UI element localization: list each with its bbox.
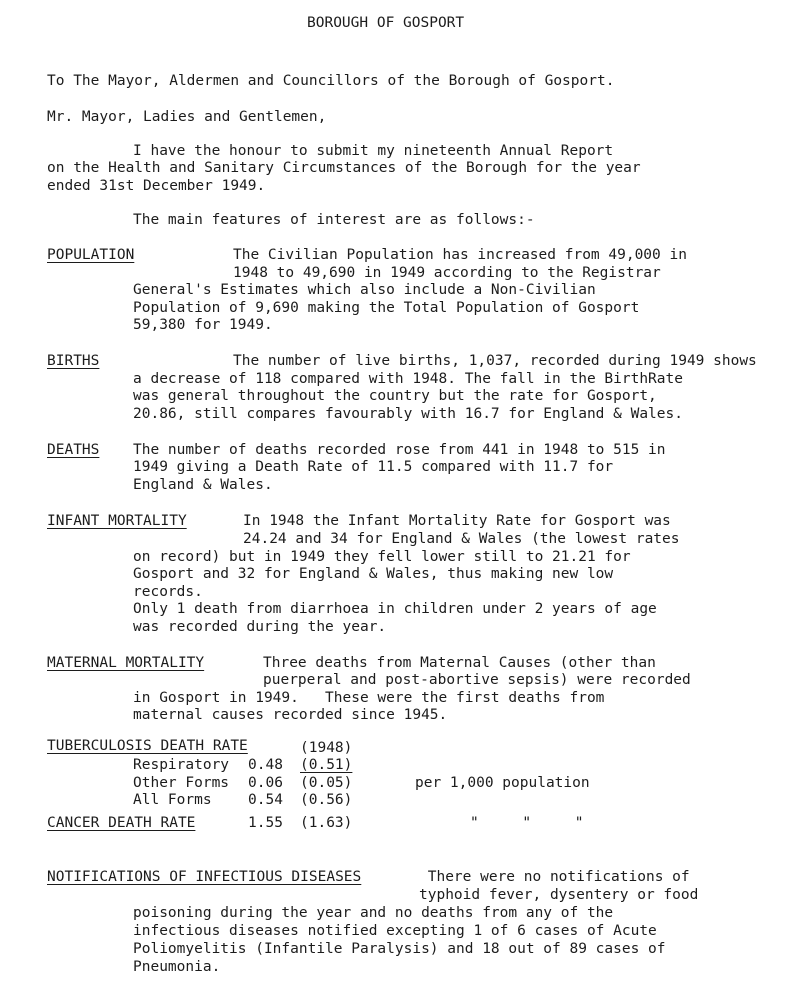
section-heading-tuberculosis: TUBERCULOSIS DEATH RATE — [47, 738, 248, 754]
births-line: a decrease of 118 compared with 1948. The fall in the BirthRate — [133, 371, 683, 387]
cancer-ditto: " " " — [470, 815, 584, 831]
page-title: BOROUGH OF GOSPORT — [307, 15, 465, 31]
births-line: The number of live births, 1,037, recorded during 1949 shows — [233, 353, 757, 369]
tb-row-prev: (0.05) — [300, 775, 353, 791]
section-heading-population: POPULATION — [47, 247, 135, 263]
section-heading-cancer: CANCER DEATH RATE — [47, 815, 196, 831]
deaths-line: The number of deaths recorded rose from 441 in 1948 to 515 in — [133, 442, 666, 458]
tb-row-value: 0.06 — [248, 775, 283, 791]
tb-row-value: 0.48 — [248, 757, 283, 773]
births-line: was general throughout the country but the rate for Gosport, — [133, 388, 657, 404]
maternal-mortality-line: in Gosport in 1949. These were the first deaths from — [133, 690, 605, 706]
infant-mortality-line: was recorded during the year. — [133, 619, 387, 635]
notifications-section — [47, 868, 787, 976]
tb-row-label: Other Forms — [133, 775, 230, 791]
infant-mortality-line: 24.24 and 34 for England & Wales (the lowest rates — [243, 531, 680, 547]
tb-unit-note: per 1,000 population — [415, 775, 590, 791]
intro-line: I have the honour to submit my nineteenth Annual Report — [133, 143, 614, 159]
infant-mortality-line: Gosport and 32 for England & Wales, thus making new low — [133, 566, 614, 582]
intro-line: ended 31st December 1949. — [47, 178, 266, 194]
section-heading-notifications: NOTIFICATIONS OF INFECTIOUS DISEASES — [47, 869, 362, 885]
cancer-value: 1.55 — [248, 815, 283, 831]
population-line: The Civilian Population has increased from 49,000 in — [233, 247, 687, 263]
section-heading-maternal-mortality: MATERNAL MORTALITY — [47, 655, 205, 671]
features-line: The main features of interest are as follows:- — [133, 212, 535, 228]
section-heading-births: BIRTHS — [47, 353, 100, 369]
population-line: 59,380 for 1949. — [133, 317, 273, 333]
salutation-addressee: To The Mayor, Aldermen and Councillors of the Borough of Gosport. — [47, 73, 615, 89]
deaths-line: England & Wales. — [133, 477, 273, 493]
section-heading-infant-mortality: INFANT MORTALITY — [47, 513, 187, 529]
tb-row-label: All Forms — [133, 792, 212, 808]
infant-mortality-line: on record) but in 1949 they fell lower still to 21.21 for — [133, 549, 631, 565]
tb-row-value: 0.54 — [248, 792, 283, 808]
cancer-prev: (1.63) — [300, 815, 353, 831]
notifications-line: There were no notifications of — [427, 869, 690, 885]
infant-mortality-line: records. — [133, 584, 203, 600]
notifications-line: poisoning during the year and no deaths from any of the — [133, 905, 614, 921]
notifications-line: typhoid fever, dysentery or food — [419, 887, 699, 903]
deaths-line: 1949 giving a Death Rate of 11.5 compared with 11.7 for — [133, 459, 614, 475]
notifications-line: Pneumonia. — [133, 959, 221, 975]
tb-row-label: Respiratory — [133, 757, 230, 773]
maternal-mortality-line: Three deaths from Maternal Causes (other than — [263, 655, 656, 671]
notifications-line: Poliomyelitis (Infantile Paralysis) and 18 out of 89 cases of — [133, 941, 666, 957]
tb-year-header: (1948) — [300, 740, 353, 756]
population-line: Population of 9,690 making the Total Population of Gosport — [133, 300, 640, 316]
maternal-mortality-line: maternal causes recorded since 1945. — [133, 707, 448, 723]
population-line: 1948 to 49,690 in 1949 according to the Registrar — [233, 265, 661, 281]
intro-line: on the Health and Sanitary Circumstances of the Borough for the year — [47, 160, 641, 176]
tb-row-prev: (0.56) — [300, 792, 353, 808]
maternal-mortality-line: puerperal and post-abortive sepsis) were recorded — [263, 672, 691, 688]
section-heading-deaths: DEATHS — [47, 442, 100, 458]
population-line: General's Estimates which also include a Non-Civilian — [133, 282, 596, 298]
salutation-greeting: Mr. Mayor, Ladies and Gentlemen, — [47, 109, 327, 125]
births-line: 20.86, still compares favourably with 16.7 for England & Wales. — [133, 406, 683, 422]
infant-mortality-line: In 1948 the Infant Mortality Rate for Gosport was — [243, 513, 671, 529]
tb-row-prev: (0.51) — [300, 757, 353, 773]
notifications-line: infectious diseases notified excepting 1 of 6 cases of Acute — [133, 923, 657, 939]
infant-mortality-line: Only 1 death from diarrhoea in children under 2 years of age — [133, 601, 657, 617]
